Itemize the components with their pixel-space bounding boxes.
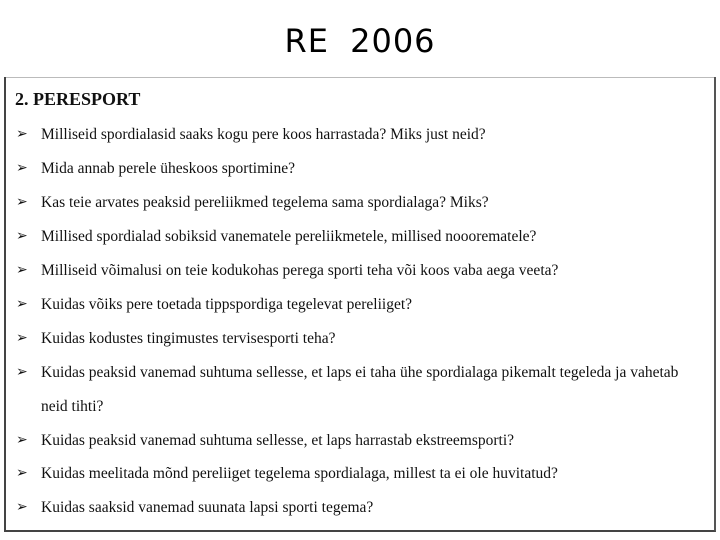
- section-heading: 2. PERESPORT: [15, 89, 141, 109]
- arrow-bullet-icon: ➢: [16, 433, 28, 448]
- question-text: Kuidas saaksid vanemad suunata lapsi sporti tegema?: [41, 499, 374, 516]
- scanned-document: [4, 77, 716, 532]
- arrow-bullet-icon: ➢: [16, 263, 28, 278]
- arrow-bullet-icon: ➢: [16, 127, 28, 142]
- question-text: Milliseid võimalusi on teie kodukohas perega sporti teha või koos vaba aega veeta?: [41, 262, 559, 279]
- arrow-bullet-icon: ➢: [16, 229, 28, 244]
- arrow-bullet-icon: ➢: [16, 195, 28, 210]
- arrow-bullet-icon: ➢: [16, 161, 28, 176]
- slide-title: RE 2006: [284, 22, 436, 60]
- question-text: Kuidas võiks pere toetada tippspordiga tegelevat pereliiget?: [41, 296, 413, 313]
- arrow-bullet-icon: ➢: [16, 466, 28, 481]
- arrow-bullet-icon: ➢: [16, 331, 28, 346]
- question-text: Kuidas peaksid vanemad suhtuma sellesse, et laps ei taha ühe spordialaga pikemalt tegeleda ja vahetab neid tihti?: [41, 364, 679, 415]
- scan-edge-line: [6, 77, 714, 78]
- question-text: Mida annab perele üheskoos sportimine?: [41, 160, 295, 177]
- question-text: Milliseid spordialasid saaks kogu pere koos harrastada? Miks just neid?: [41, 126, 486, 143]
- arrow-bullet-icon: ➢: [16, 365, 28, 380]
- arrow-bullet-icon: ➢: [16, 500, 28, 515]
- question-text: Millised spordialad sobiksid vanematele pereliikmetele, millised nooorematele?: [41, 228, 537, 245]
- arrow-bullet-icon: ➢: [16, 297, 28, 312]
- question-text: Kuidas meelitada mõnd pereliiget tegelema spordialaga, millest ta ei ole huvitatud?: [41, 465, 558, 482]
- question-text: Kuidas kodustes tingimustes tervisesporti teha?: [41, 330, 336, 347]
- question-text: Kas teie arvates peaksid pereliikmed tegelema sama spordialaga? Miks?: [41, 194, 489, 211]
- question-text: Kuidas peaksid vanemad suhtuma sellesse, et laps harrastab ekstreemsporti?: [41, 432, 515, 449]
